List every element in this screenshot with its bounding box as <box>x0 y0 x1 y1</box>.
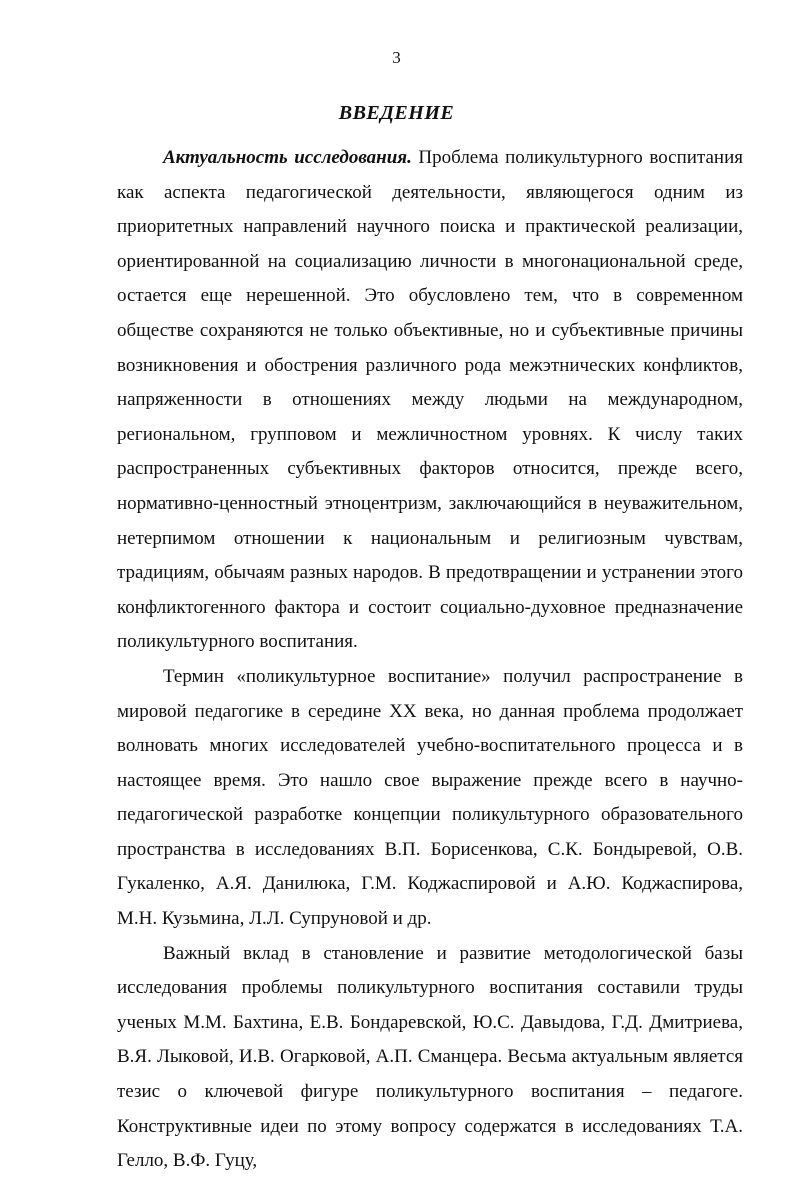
paragraph-relevance <box>117 141 743 660</box>
paragraph-term <box>117 660 743 937</box>
paragraph-text: Термин «поликультурное воспитание» получил распространение в мировой педагогике в середине XX века, но данная проблема продолжает волновать многих исследователей учебно-воспитательного процесса и в настоящее время. Это нашло свое выражение прежде всего в научно-педагогической разработке концепции поликультурного образовательного пространства в исследованиях В.П. Борисенкова, С.К. Бондыревой, О.В. Гукаленко, А.Я. Данилюка, Г.М. Коджаспировой и А.Ю. Коджаспирова, М.Н. Кузьмина, Л.Л. Супруновой и др. <box>117 665 743 930</box>
section-heading: ВВЕДЕНИЕ <box>338 102 455 124</box>
paragraph-text: Важный вклад в становление и развитие методологической базы исследования проблемы поликультурного воспитания составили труды ученых М.М. Бахтина, Е.В. Бондаревской, Ю.С. Давыдова, Г.Д. Дмитриева, В.Я. Лыковой, И.В. Огарковой, А.П. Сманцера. Весьма актуальным является тезис о ключевой фигуре поликультурного воспитания – педагоге. Конструктивные идеи по этому вопросу содержатся в исследованиях Т.А. Гелло, В.Ф. Гуцу, <box>117 942 743 1172</box>
paragraph-contribution <box>117 937 743 1179</box>
paragraph-lead: Актуальность исследования. <box>163 147 412 168</box>
paragraph-text: Проблема поликультурного воспитания как аспекта педагогической деятельности, являющегося одним из приоритетных направлений научного поиска и практической реализации, ориентированной на социализацию личности в многонациональной среде, остается еще нерешенной. Это обусловлено тем, что в современном обществе сохраняются не только объективные, но и субъективные причины возникновения и обострения различного рода межэтнических конфликтов, напряженности в отношениях между людьми на международном, региональном, групповом и межличностном уровнях. К числу таких распространенных субъективных факторов относится, прежде всего, нормативно-ценностный этноцентризм, заключающийся в неуважительном, нетерпимом отношении к национальным и религиозным чувствам, традициям, обычаям разных народов. В предотвращении и устранении этого конфликтогенного фактора и состоит социально-духовное предназначение поликультурного воспитания. <box>117 147 743 653</box>
page-number: 3 <box>392 48 401 67</box>
body-text <box>117 141 743 1179</box>
